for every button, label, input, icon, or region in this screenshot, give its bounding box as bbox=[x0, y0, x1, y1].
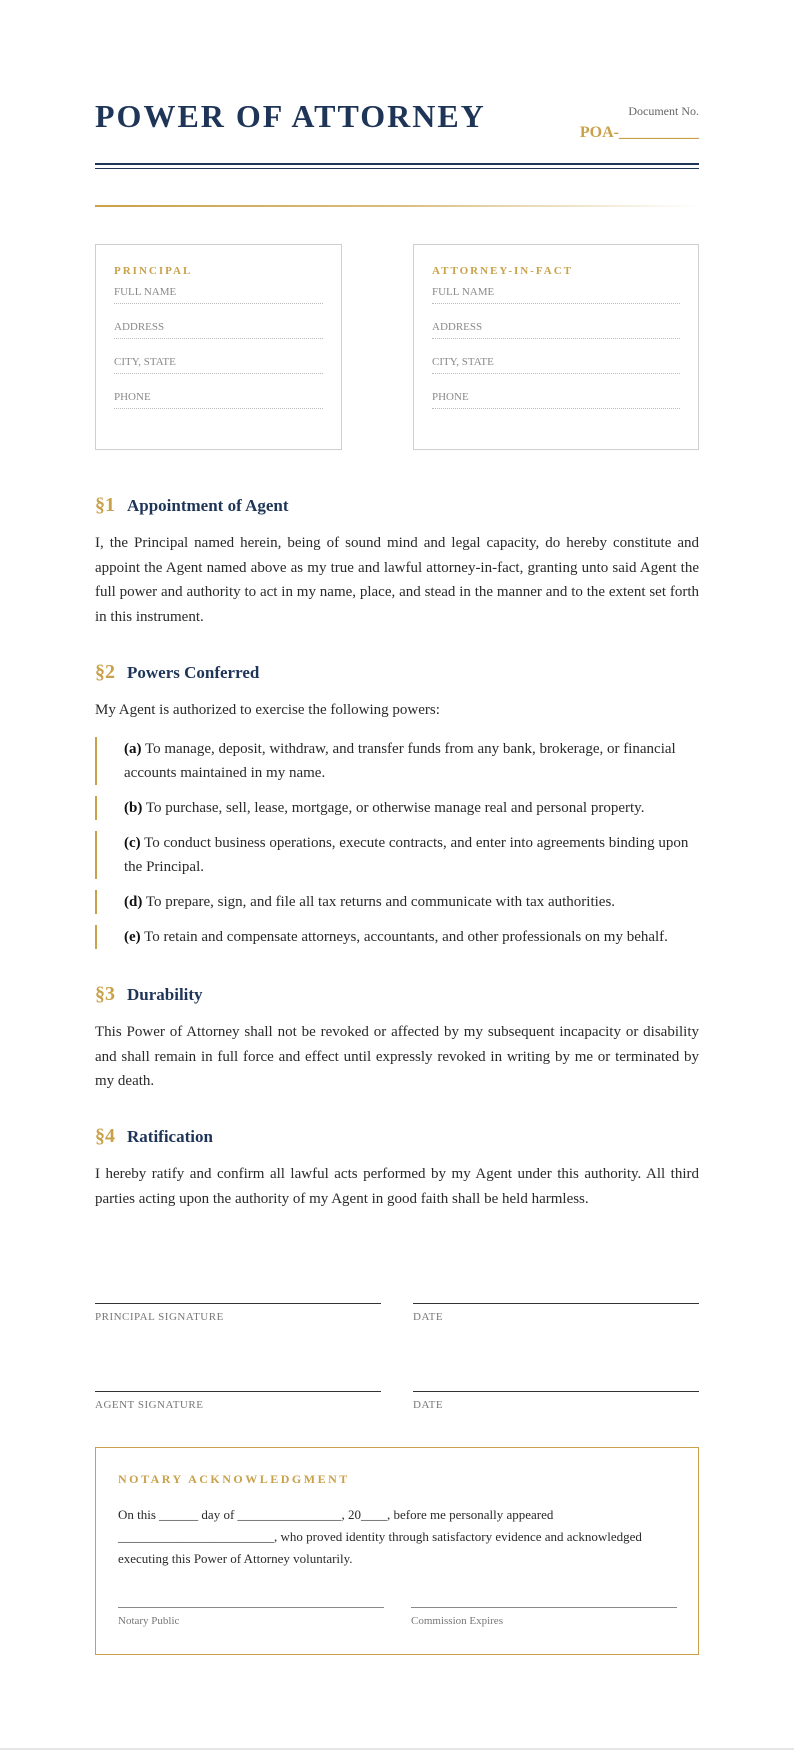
agent-title: ATTORNEY-IN-FACT bbox=[432, 265, 573, 277]
power-text: To conduct business operations, execute contracts, and enter into agreements binding upon the Principal. bbox=[124, 834, 689, 875]
section-ratification bbox=[95, 1125, 699, 1211]
document-title: POWER OF ATTORNEY bbox=[95, 98, 486, 134]
section-number: §3 bbox=[95, 983, 115, 1005]
section-heading bbox=[95, 983, 699, 1006]
power-text: To retain and compensate attorneys, accountants, and other professionals on my behalf. bbox=[140, 928, 668, 945]
power-item-a bbox=[95, 737, 699, 785]
power-text: To manage, deposit, withdraw, and transfer funds from any bank, brokerage, or financial accounts maintained in my name. bbox=[124, 740, 676, 781]
power-label: (e) bbox=[124, 928, 141, 945]
gold-divider bbox=[95, 205, 699, 207]
document-number-value: POA-__________ bbox=[579, 124, 699, 141]
notary-text: On this ______ day of ________________, 20____, before me personally appeared ________________________, who proved identity through satisfactory evidence and acknowledged executing this Power of Attorney voluntarily. bbox=[118, 1507, 642, 1566]
powers-intro: My Agent is authorized to exercise the following powers: bbox=[95, 702, 440, 718]
power-label: (d) bbox=[124, 893, 143, 910]
notary-title: NOTARY ACKNOWLEDGMENT bbox=[118, 1472, 350, 1486]
power-text: To prepare, sign, and file all tax returns and communicate with tax authorities. bbox=[142, 893, 616, 910]
section-durability bbox=[95, 983, 699, 1094]
principal-city-state-field[interactable]: CITY, STATE bbox=[114, 356, 323, 374]
document-number-label: Document No. bbox=[628, 104, 699, 118]
section-title: Appointment of Agent bbox=[127, 496, 289, 515]
power-label: (c) bbox=[124, 834, 141, 851]
section-heading bbox=[95, 661, 699, 684]
section-title: Powers Conferred bbox=[127, 663, 260, 682]
principal-signature-line[interactable]: PRINCIPAL SIGNATURE bbox=[95, 1303, 381, 1323]
commission-expires-line[interactable]: Commission Expires bbox=[411, 1607, 677, 1627]
section-appointment bbox=[95, 494, 699, 629]
power-item-b bbox=[95, 796, 699, 820]
section-heading bbox=[95, 494, 699, 517]
section-title: Ratification bbox=[127, 1127, 213, 1146]
principal-full-name-field[interactable]: FULL NAME bbox=[114, 286, 323, 304]
section-body: This Power of Attorney shall not be revoked or affected by my subsequent incapacity or disability and shall remain in full force and effect until expressly revoked in writing by me or terminated by my death. bbox=[95, 1024, 699, 1089]
section-number: §4 bbox=[95, 1125, 115, 1147]
section-number: §2 bbox=[95, 661, 115, 683]
section-powers bbox=[95, 661, 699, 960]
power-text: To purchase, sell, lease, mortgage, or otherwise manage real and personal property. bbox=[142, 799, 645, 816]
section-number: §1 bbox=[95, 494, 115, 516]
agent-city-state-field[interactable]: CITY, STATE bbox=[432, 356, 680, 374]
power-label: (b) bbox=[124, 799, 143, 816]
power-item-c bbox=[95, 831, 699, 879]
notary-box bbox=[95, 1447, 699, 1655]
section-body: I, the Principal named herein, being of sound mind and legal capacity, do hereby constitute and appoint the Agent named above as my true and lawful attorney-in-fact, granting unto said Agent the full power and authority to act in my name, place, and stead in the manner and to the extent set forth in this instrument. bbox=[95, 535, 699, 625]
section-title: Durability bbox=[127, 985, 203, 1004]
principal-address-field[interactable]: ADDRESS bbox=[114, 321, 323, 339]
power-item-d bbox=[95, 890, 699, 914]
principal-date-line[interactable]: DATE bbox=[413, 1303, 699, 1323]
agent-box bbox=[413, 244, 699, 450]
notary-public-line[interactable]: Notary Public bbox=[118, 1607, 384, 1627]
principal-phone-field[interactable]: PHONE bbox=[114, 391, 323, 409]
agent-address-field[interactable]: ADDRESS bbox=[432, 321, 680, 339]
principal-box bbox=[95, 244, 342, 450]
agent-phone-field[interactable]: PHONE bbox=[432, 391, 680, 409]
principal-title: PRINCIPAL bbox=[114, 265, 193, 277]
power-item-e bbox=[95, 925, 699, 949]
power-label: (a) bbox=[124, 740, 142, 757]
section-body: I hereby ratify and confirm all lawful acts performed by my Agent under this authority. All third parties acting upon the authority of my Agent in good faith shall be held harmless. bbox=[95, 1166, 699, 1207]
agent-signature-line[interactable]: AGENT SIGNATURE bbox=[95, 1391, 381, 1411]
section-heading bbox=[95, 1125, 699, 1148]
agent-date-line[interactable]: DATE bbox=[413, 1391, 699, 1411]
header-double-rule bbox=[95, 163, 699, 169]
agent-full-name-field[interactable]: FULL NAME bbox=[432, 286, 680, 304]
